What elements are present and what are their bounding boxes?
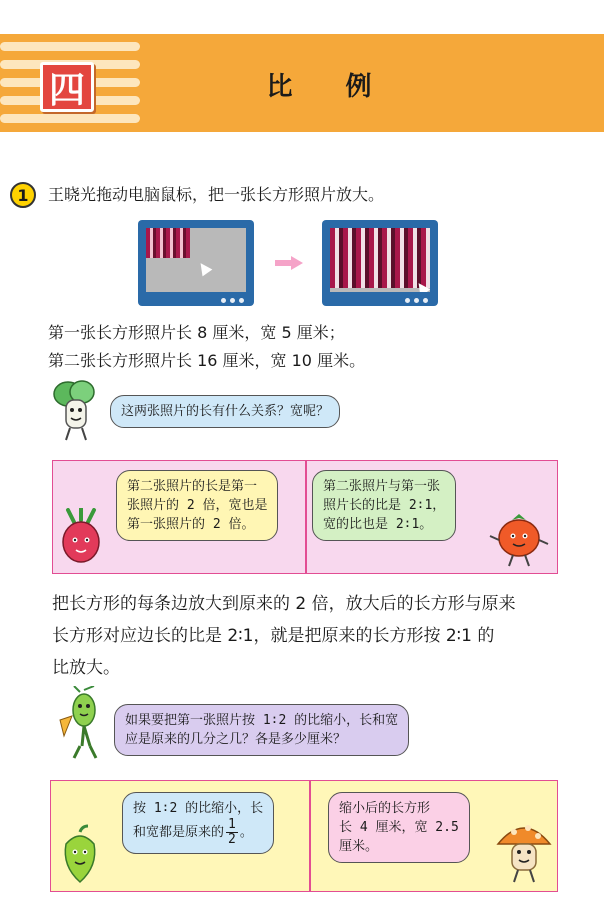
fraction-one-half [226, 818, 238, 847]
question-line: 如果要把第一张照片按 1∶2 的比缩小，长和宽 [125, 713, 399, 728]
explanation-line: 比放大。 [52, 658, 120, 678]
answer-bubble-left [116, 470, 278, 541]
chapter-title: 比 例 [266, 72, 394, 102]
small-photo [146, 228, 190, 258]
problem-statement: 王晓光拖动电脑鼠标，把一张长方形照片放大。 [48, 185, 385, 204]
chapter-number-badge [40, 62, 94, 112]
mushroom-character-icon [494, 816, 554, 886]
answer-line: 照片长的比是 2∶1， [323, 498, 446, 513]
explanation-paragraph [52, 588, 562, 684]
monitor-buttons [221, 298, 244, 303]
fraction-numerator: 1 [228, 817, 236, 832]
explanation-line: 长方形对应边长的比是 2∶1，就是把原来的长方形按 2∶1 的 [52, 626, 495, 646]
monitor-screen [146, 228, 246, 292]
monitor-screen [330, 228, 430, 292]
problem-number-badge: 1 [10, 182, 36, 208]
answer-line: 第二张照片与第一张 [323, 479, 441, 494]
monitor-before [138, 220, 254, 306]
answer-line: 厘米。 [339, 839, 379, 854]
monitor-after [322, 220, 438, 306]
mouse-cursor-icon [196, 260, 213, 277]
answer-line: 长 4 厘米，宽 2.5 [339, 820, 459, 835]
monitor-buttons [405, 298, 428, 303]
answer-line: 第二张照片的长是第一 [127, 479, 258, 494]
explanation-line: 把长方形的每条边放大到原来的 2 倍，放大后的长方形与原来 [52, 594, 516, 614]
enlarged-photo [330, 228, 430, 288]
question-bubble [110, 395, 340, 428]
answer2-bubble-left [122, 792, 274, 854]
question-text: 这两张照片的长有什么关系？宽呢？ [121, 404, 330, 419]
answer-text: 和宽都是原来的 [133, 825, 225, 840]
answer-line: 按 1∶2 的比缩小，长 [133, 801, 264, 816]
banner-stripe [0, 114, 140, 123]
answer-line: 缩小后的长方形 [339, 801, 431, 816]
pepper-character-icon [56, 824, 104, 888]
answer-line: 张照片的 2 倍，宽也是 [127, 498, 268, 513]
tomato-character-icon [488, 510, 550, 568]
answer-text: 。 [239, 825, 253, 840]
question-line: 应是原来的几分之几？各是多少厘米？ [125, 732, 347, 747]
answer-line: 第一张照片的 2 倍。 [127, 517, 255, 532]
photo-1-dimensions: 第一张长方形照片长 8 厘米，宽 5 厘米； [48, 323, 345, 342]
green-bean-character-icon [54, 686, 110, 762]
answer-bubble-right [312, 470, 456, 541]
answer-line: 宽的比也是 2∶1。 [323, 517, 433, 532]
question-bubble-2 [114, 704, 409, 756]
panel-divider [309, 780, 311, 892]
answer-line-with-fraction [133, 818, 263, 847]
radish-character-icon [54, 508, 108, 570]
answer2-bubble-right [328, 792, 470, 863]
right-arrow-icon [275, 256, 303, 270]
vegetable-character-icon [46, 378, 106, 442]
fraction-denominator: 2 [228, 832, 236, 847]
photo-2-dimensions: 第二张长方形照片长 16 厘米，宽 10 厘米。 [48, 351, 366, 370]
panel-divider [305, 460, 307, 574]
chapter-number: 四 [48, 68, 85, 111]
banner-stripe [0, 42, 140, 51]
